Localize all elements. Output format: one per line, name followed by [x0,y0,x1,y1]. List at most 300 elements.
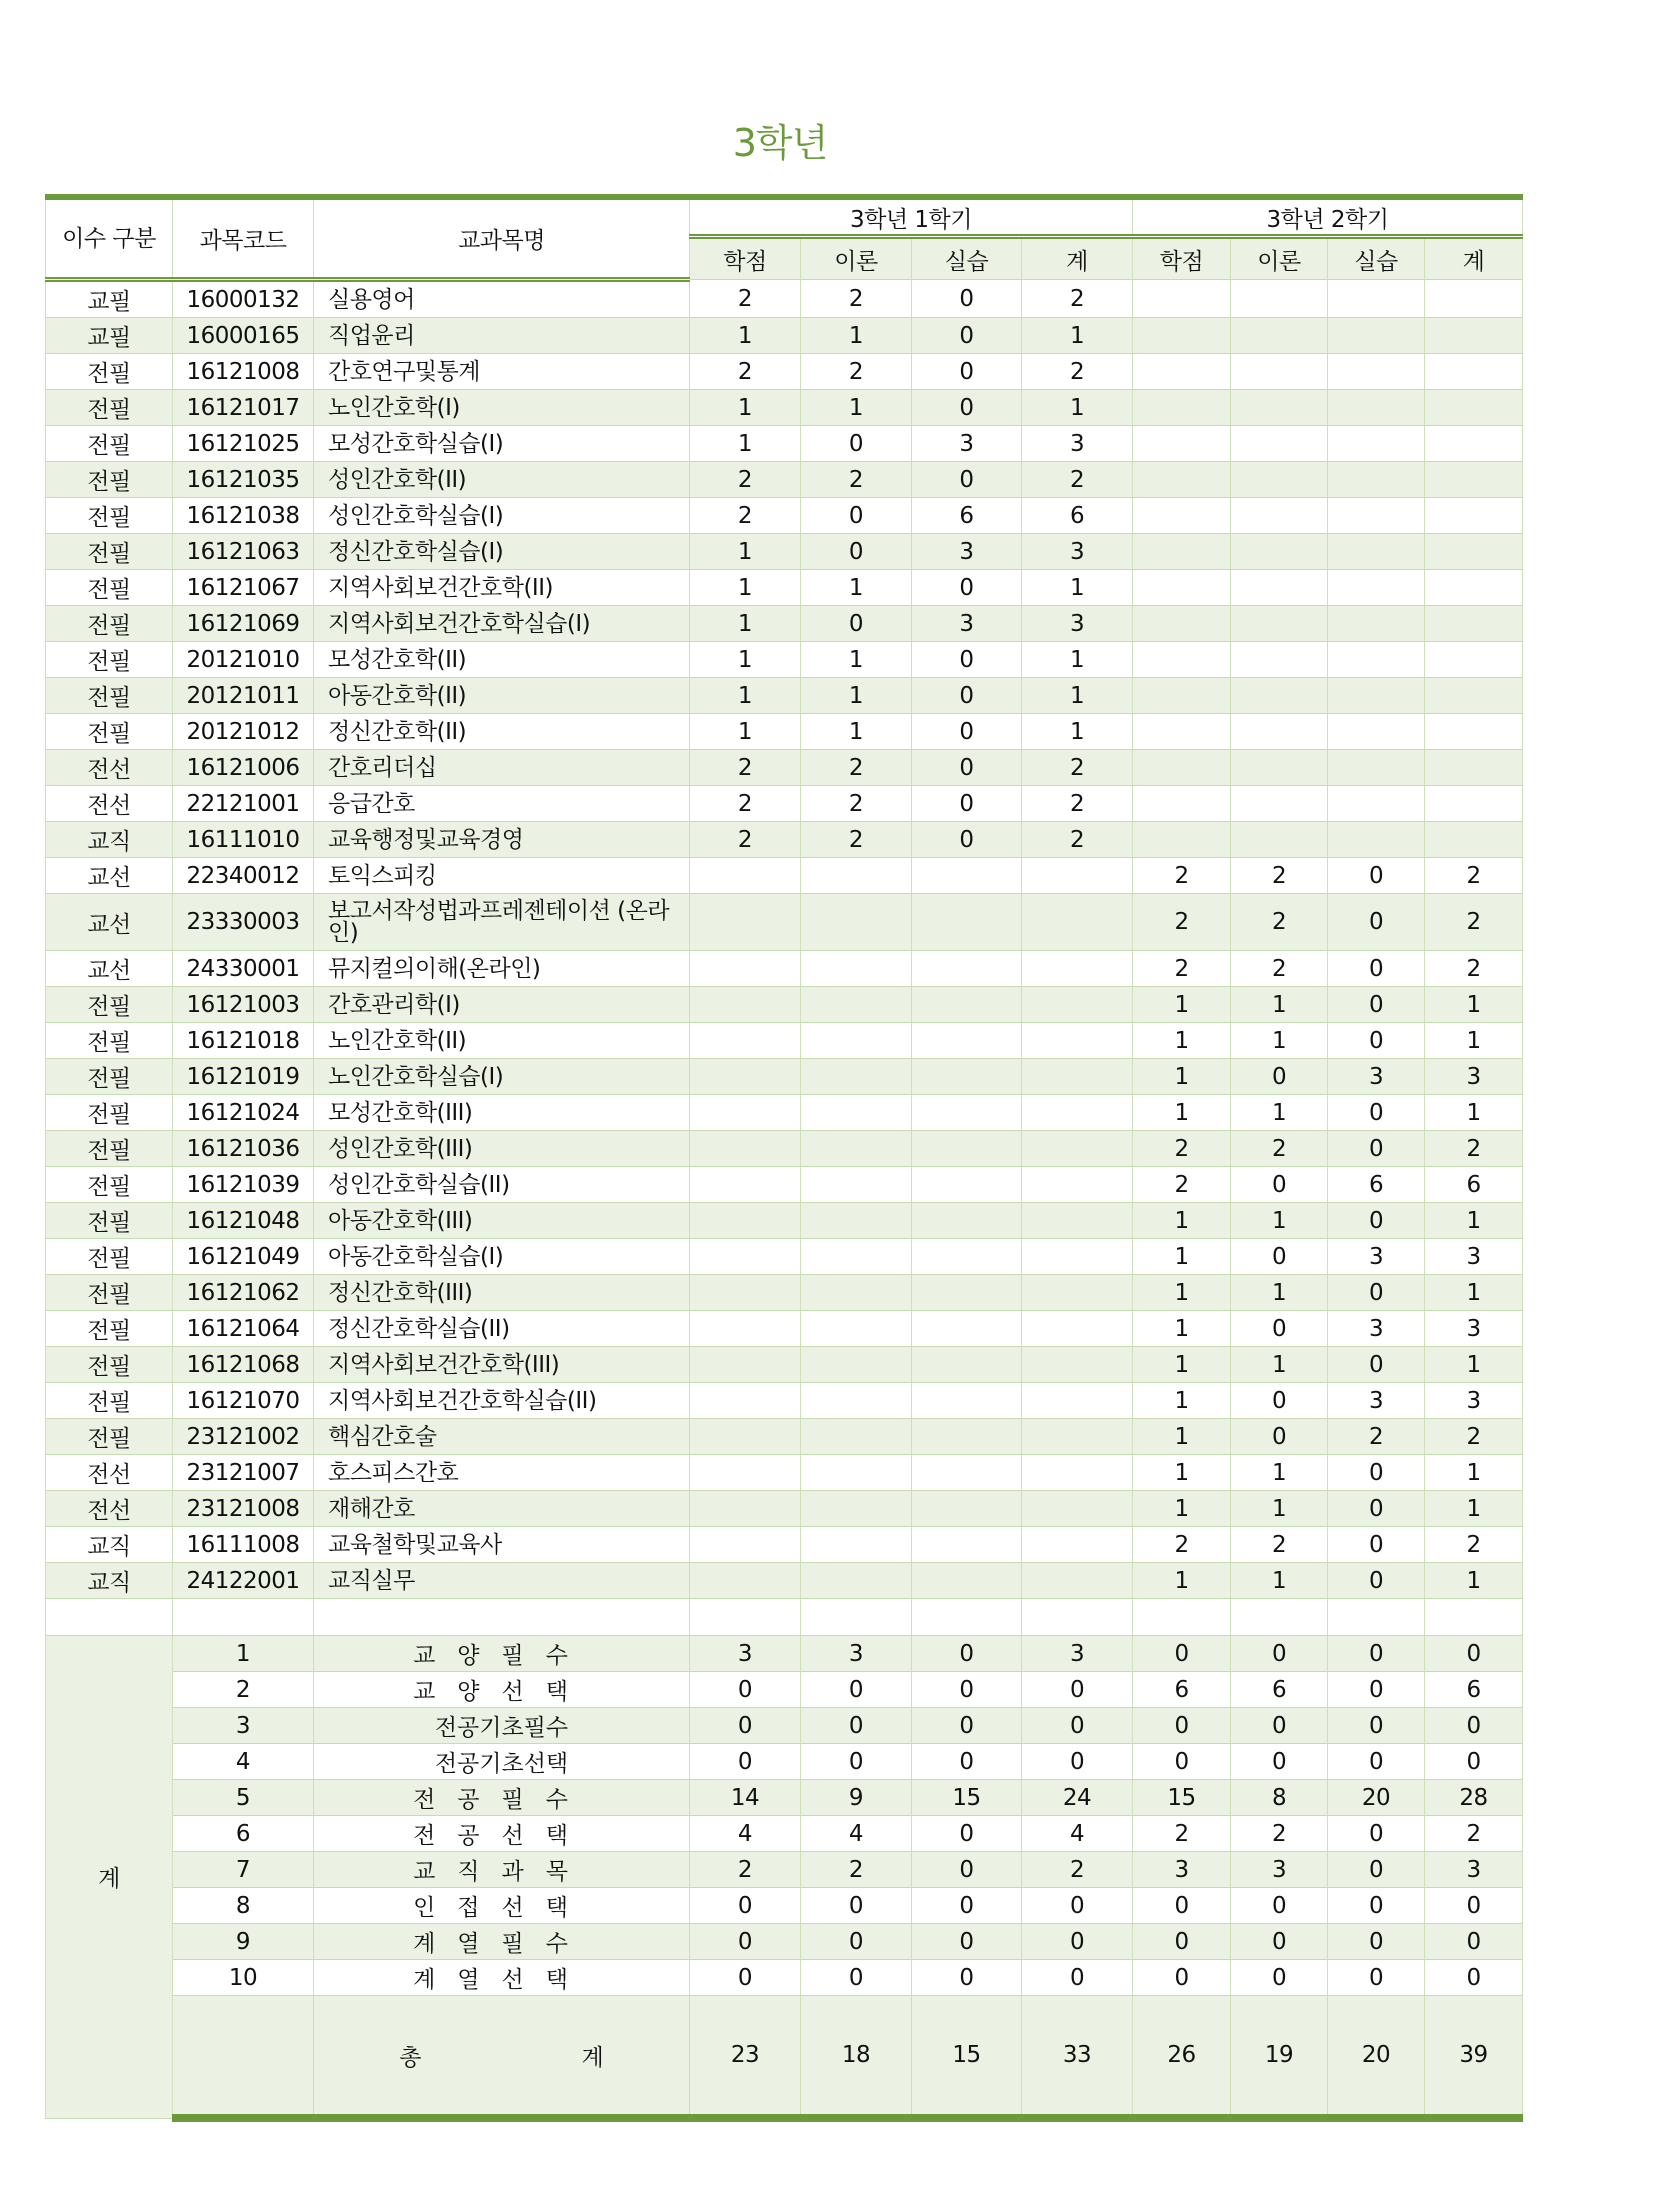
course-kind: 전필 [46,1203,173,1239]
header-semester-1: 3학년 1학기 [690,197,1133,237]
s1-credit [690,1455,801,1491]
table-row [46,1275,1523,1311]
s1-practice [912,1203,1022,1239]
summary-category: 계열선택 [314,1960,690,1996]
summary-value: 6 [1133,1672,1231,1708]
s1-credit [690,1167,801,1203]
summary-value: 0 [1133,1636,1231,1672]
s2-practice: 0 [1328,1095,1425,1131]
s1-theory: 1 [801,678,912,714]
s1-sum: 1 [1022,714,1133,750]
summary-value: 2 [1133,1816,1231,1852]
summary-number: 7 [173,1852,314,1888]
course-name: 성인간호학(III) [314,1131,690,1167]
s2-theory: 0 [1231,1239,1328,1275]
s2-theory [1231,714,1328,750]
summary-row [46,1708,1523,1744]
summary-value: 6 [1425,1672,1523,1708]
summary-value: 2 [1425,1816,1523,1852]
s2-theory: 2 [1231,1131,1328,1167]
s2-theory [1231,822,1328,858]
s2-sum: 1 [1425,1563,1523,1599]
table-row [46,1203,1523,1239]
course-kind: 전선 [46,1455,173,1491]
s1-credit [690,1023,801,1059]
summary-value: 0 [1328,1960,1425,1996]
s1-practice [912,1491,1022,1527]
s2-credit [1133,606,1231,642]
s1-theory: 0 [801,426,912,462]
summary-value: 0 [690,1744,801,1780]
s2-sum: 2 [1425,1419,1523,1455]
summary-value: 0 [1425,1888,1523,1924]
s2-theory: 2 [1231,858,1328,894]
course-kind: 전필 [46,1383,173,1419]
summary-value: 0 [1022,1924,1133,1960]
summary-value: 3 [1022,1636,1133,1672]
s1-theory [801,894,912,951]
curriculum-table [45,194,1523,2122]
s2-credit: 1 [1133,1203,1231,1239]
header-sum: 계 [1425,237,1523,280]
s1-sum [1022,1419,1133,1455]
course-kind: 전선 [46,786,173,822]
course-code: 22121001 [173,786,314,822]
s1-theory: 2 [801,280,912,318]
header-theory: 이론 [1231,237,1328,280]
course-code: 16121069 [173,606,314,642]
course-kind: 전필 [46,426,173,462]
table-row [46,570,1523,606]
course-kind: 전선 [46,750,173,786]
s2-theory [1231,678,1328,714]
header-semester-2: 3학년 2학기 [1133,197,1523,237]
s1-sum: 2 [1022,280,1133,318]
summary-value: 0 [1328,1708,1425,1744]
s2-credit: 2 [1133,858,1231,894]
s1-practice [912,1275,1022,1311]
table-row [46,1527,1523,1563]
s1-credit: 1 [690,318,801,354]
summary-number: 5 [173,1780,314,1816]
summary-value: 4 [690,1816,801,1852]
s1-sum [1022,1059,1133,1095]
s1-practice [912,1059,1022,1095]
summary-category: 계열필수 [314,1924,690,1960]
s2-credit [1133,280,1231,318]
total-value: 20 [1328,1996,1425,2119]
table-row [46,642,1523,678]
s1-sum [1022,1383,1133,1419]
s1-sum: 1 [1022,642,1133,678]
s2-sum [1425,426,1523,462]
course-kind: 전필 [46,1347,173,1383]
summary-category: 교직과목 [314,1852,690,1888]
s1-sum [1022,1455,1133,1491]
s2-sum: 1 [1425,1023,1523,1059]
s1-sum [1022,1095,1133,1131]
course-code: 16121019 [173,1059,314,1095]
course-kind: 전필 [46,1311,173,1347]
course-name: 모성간호학실습(I) [314,426,690,462]
s1-sum: 1 [1022,390,1133,426]
s2-theory [1231,642,1328,678]
course-code: 23121008 [173,1491,314,1527]
s2-credit: 1 [1133,1239,1231,1275]
s2-practice [1328,642,1425,678]
total-value: 15 [912,1996,1022,2119]
s1-practice [912,894,1022,951]
course-name: 노인간호학(I) [314,390,690,426]
s1-sum [1022,1167,1133,1203]
s2-theory: 0 [1231,1383,1328,1419]
s2-practice [1328,786,1425,822]
s2-sum [1425,822,1523,858]
course-kind: 교선 [46,894,173,951]
s2-credit [1133,642,1231,678]
course-name: 정신간호학실습(I) [314,534,690,570]
summary-value: 24 [1022,1780,1133,1816]
table-row [46,534,1523,570]
total-value: 33 [1022,1996,1133,2119]
course-code: 22340012 [173,858,314,894]
s2-credit: 1 [1133,1563,1231,1599]
s2-credit: 1 [1133,1419,1231,1455]
table-row [46,951,1523,987]
course-name: 호스피스간호 [314,1455,690,1491]
summary-value: 0 [1133,1960,1231,1996]
header-code: 과목코드 [173,197,314,280]
s1-sum [1022,987,1133,1023]
s1-practice: 0 [912,570,1022,606]
course-code: 16121036 [173,1131,314,1167]
s2-theory: 0 [1231,1059,1328,1095]
s2-credit [1133,678,1231,714]
s2-practice: 0 [1328,1527,1425,1563]
table-row [46,498,1523,534]
course-name: 재해간호 [314,1491,690,1527]
course-code: 16121068 [173,1347,314,1383]
s1-theory [801,1563,912,1599]
s2-theory [1231,570,1328,606]
summary-category: 교양필수 [314,1636,690,1672]
course-code: 23121007 [173,1455,314,1491]
s2-theory: 1 [1231,987,1328,1023]
s2-sum: 1 [1425,1347,1523,1383]
summary-value: 0 [801,1672,912,1708]
s2-sum [1425,750,1523,786]
s2-theory: 1 [1231,1023,1328,1059]
table-row [46,786,1523,822]
course-kind: 전필 [46,570,173,606]
s1-sum: 2 [1022,786,1133,822]
s2-practice: 0 [1328,951,1425,987]
course-code: 16000165 [173,318,314,354]
s1-credit: 2 [690,462,801,498]
s2-theory: 2 [1231,1527,1328,1563]
page-title: 3학년 [732,121,828,165]
summary-value: 15 [1133,1780,1231,1816]
table-row [46,1059,1523,1095]
spacer-row [46,1599,1523,1636]
s2-credit [1133,462,1231,498]
s1-sum: 6 [1022,498,1133,534]
course-kind: 전필 [46,606,173,642]
s1-practice: 0 [912,750,1022,786]
summary-row [46,1744,1523,1780]
s2-sum: 2 [1425,951,1523,987]
s2-sum [1425,678,1523,714]
course-code: 23121002 [173,1419,314,1455]
s1-theory: 2 [801,750,912,786]
s2-credit [1133,390,1231,426]
course-code: 16111010 [173,822,314,858]
s2-practice: 0 [1328,858,1425,894]
s1-practice: 0 [912,678,1022,714]
s2-practice: 0 [1328,1455,1425,1491]
summary-value: 0 [1022,1960,1133,1996]
s1-theory [801,1167,912,1203]
course-name: 뮤지컬의이해(온라인) [314,951,690,987]
s1-theory [801,858,912,894]
s2-credit: 1 [1133,1311,1231,1347]
s2-practice: 6 [1328,1167,1425,1203]
course-name: 아동간호학(II) [314,678,690,714]
course-name: 핵심간호술 [314,1419,690,1455]
summary-value: 0 [1231,1888,1328,1924]
s1-theory [801,1347,912,1383]
total-row [46,1996,1523,2119]
s2-credit: 1 [1133,1059,1231,1095]
s1-practice [912,1383,1022,1419]
s2-theory [1231,534,1328,570]
s1-practice [912,1023,1022,1059]
summary-value: 0 [690,1708,801,1744]
s1-credit [690,1203,801,1239]
s2-sum: 1 [1425,1095,1523,1131]
course-name: 모성간호학(III) [314,1095,690,1131]
course-kind: 교선 [46,858,173,894]
summary-value: 0 [1328,1744,1425,1780]
s1-credit [690,1563,801,1599]
summary-value: 0 [1328,1636,1425,1672]
s1-sum [1022,1275,1133,1311]
s1-theory: 1 [801,390,912,426]
course-name: 성인간호학실습(I) [314,498,690,534]
course-code: 23330003 [173,894,314,951]
s2-theory: 0 [1231,1311,1328,1347]
s1-practice [912,1455,1022,1491]
s2-credit [1133,426,1231,462]
s2-sum [1425,534,1523,570]
course-code: 16121062 [173,1275,314,1311]
course-code: 16121049 [173,1239,314,1275]
summary-row [46,1888,1523,1924]
s1-credit: 1 [690,390,801,426]
summary-value: 0 [801,1924,912,1960]
table-row [46,1455,1523,1491]
summary-value: 0 [690,1924,801,1960]
s1-theory [801,1095,912,1131]
s1-credit [690,1419,801,1455]
summary-number: 9 [173,1924,314,1960]
s1-practice: 0 [912,786,1022,822]
course-name: 간호리더십 [314,750,690,786]
total-label-left: 총 [399,2044,422,2071]
s2-credit: 1 [1133,987,1231,1023]
course-kind: 전필 [46,1419,173,1455]
summary-category: 교양선택 [314,1672,690,1708]
s1-credit [690,1347,801,1383]
s2-practice: 0 [1328,1131,1425,1167]
s1-credit [690,987,801,1023]
s2-credit: 2 [1133,1527,1231,1563]
s1-theory [801,1131,912,1167]
summary-value: 0 [1425,1960,1523,1996]
course-kind: 전필 [46,678,173,714]
s1-practice [912,1527,1022,1563]
s2-practice [1328,462,1425,498]
s2-sum [1425,714,1523,750]
table-row [46,354,1523,390]
s2-sum [1425,498,1523,534]
s2-credit [1133,750,1231,786]
s2-practice [1328,822,1425,858]
s1-sum [1022,1491,1133,1527]
course-name: 실용영어 [314,280,690,318]
s2-credit: 1 [1133,1491,1231,1527]
course-kind: 전필 [46,1239,173,1275]
s2-credit: 1 [1133,1383,1231,1419]
course-kind: 전선 [46,1491,173,1527]
summary-value: 0 [912,1924,1022,1960]
course-kind: 전필 [46,1275,173,1311]
s2-theory: 1 [1231,1455,1328,1491]
course-kind: 전필 [46,534,173,570]
summary-value: 0 [1425,1636,1523,1672]
course-name: 응급간호 [314,786,690,822]
s2-credit: 1 [1133,1095,1231,1131]
s1-practice [912,1563,1022,1599]
table-row [46,1491,1523,1527]
s1-practice [912,1131,1022,1167]
header-practice: 실습 [912,237,1022,280]
course-name: 지역사회보건간호학(II) [314,570,690,606]
s2-sum: 1 [1425,1275,1523,1311]
summary-value: 6 [1231,1672,1328,1708]
s1-credit [690,858,801,894]
s2-practice [1328,606,1425,642]
summary-row [46,1636,1523,1672]
s2-practice: 0 [1328,894,1425,951]
s2-credit [1133,570,1231,606]
s2-sum: 6 [1425,1167,1523,1203]
s1-credit: 2 [690,498,801,534]
table-row [46,1095,1523,1131]
s2-practice: 3 [1328,1311,1425,1347]
summary-value: 0 [690,1672,801,1708]
summary-category: 전공필수 [314,1780,690,1816]
summary-value: 0 [1231,1636,1328,1672]
s1-theory: 2 [801,354,912,390]
course-name: 노인간호학(II) [314,1023,690,1059]
course-name: 정신간호학(III) [314,1275,690,1311]
course-kind: 전필 [46,498,173,534]
summary-value: 0 [1231,1924,1328,1960]
course-code: 16121025 [173,426,314,462]
s2-theory [1231,318,1328,354]
s1-credit [690,1527,801,1563]
s1-sum: 2 [1022,462,1133,498]
s1-theory: 0 [801,606,912,642]
summary-value: 3 [690,1636,801,1672]
course-name: 모성간호학(II) [314,642,690,678]
s1-credit: 1 [690,714,801,750]
summary-value: 0 [690,1888,801,1924]
summary-value: 0 [1133,1924,1231,1960]
s1-credit [690,1131,801,1167]
s1-theory [801,1527,912,1563]
s2-sum: 3 [1425,1311,1523,1347]
s1-credit [690,1311,801,1347]
s2-credit [1133,498,1231,534]
table-row [46,426,1523,462]
summary-value: 0 [1133,1708,1231,1744]
s1-practice [912,1419,1022,1455]
s2-practice: 0 [1328,1203,1425,1239]
course-kind: 전필 [46,642,173,678]
s1-credit [690,894,801,951]
header-name: 교과목명 [314,197,690,280]
s2-sum [1425,570,1523,606]
s1-theory [801,1239,912,1275]
course-code: 16121024 [173,1095,314,1131]
s1-sum: 3 [1022,426,1133,462]
s1-credit [690,951,801,987]
summary-value: 4 [801,1816,912,1852]
summary-value: 3 [1425,1852,1523,1888]
s2-sum: 2 [1425,894,1523,951]
course-kind: 전필 [46,1059,173,1095]
summary-value: 0 [912,1888,1022,1924]
summary-value: 0 [912,1852,1022,1888]
summary-value: 0 [1425,1708,1523,1744]
s2-practice [1328,280,1425,318]
s2-theory: 2 [1231,951,1328,987]
s1-credit [690,1239,801,1275]
header-credit: 학점 [690,237,801,280]
course-name: 성인간호학실습(II) [314,1167,690,1203]
s1-sum [1022,1131,1133,1167]
s1-theory [801,1383,912,1419]
summary-value: 0 [1425,1744,1523,1780]
total-value: 18 [801,1996,912,2119]
s1-sum: 2 [1022,750,1133,786]
table-row [46,1419,1523,1455]
summary-value: 0 [1328,1672,1425,1708]
table-row [46,858,1523,894]
table-row [46,714,1523,750]
s1-theory [801,1203,912,1239]
s1-practice: 3 [912,606,1022,642]
s2-theory [1231,606,1328,642]
course-kind: 전필 [46,1095,173,1131]
table-row [46,606,1523,642]
s1-theory: 1 [801,570,912,606]
s1-credit [690,1059,801,1095]
table-row [46,750,1523,786]
s2-sum [1425,390,1523,426]
